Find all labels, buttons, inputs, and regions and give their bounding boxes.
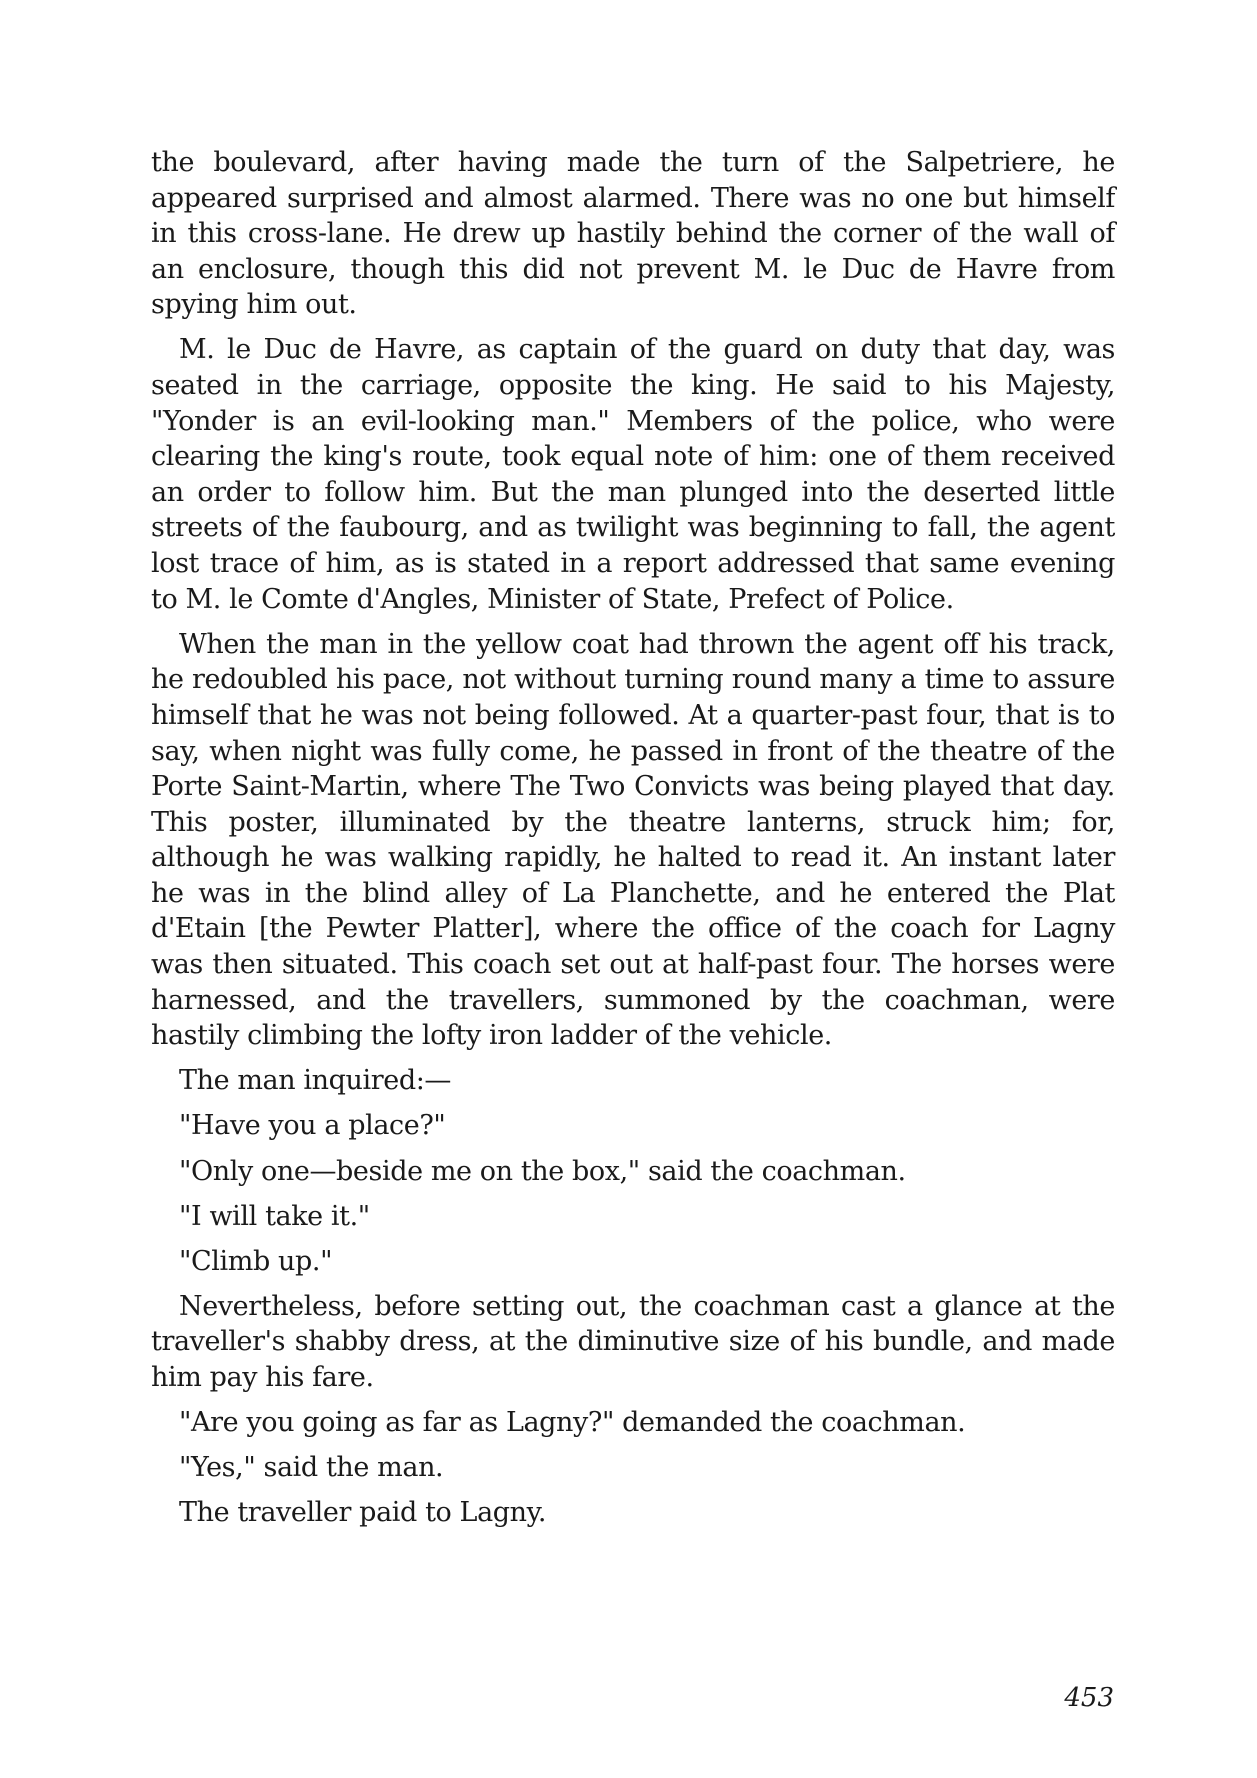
paragraph-1: the boulevard, after having made the turn of the Salpetriere, he appeared surprised and almost alarmed. There was no one but himself in this cross-lane. He drew up hastily behind the corner of the wall of an enclosure, though this did not prevent M. le Duc de Havre from spying him out.: [151, 147, 1115, 321]
paragraph-6: "Only one—beside me on the box," said the coachman.: [179, 1155, 906, 1187]
paragraph-2: M. le Duc de Havre, as captain of the guard on duty that day, was seated in the carriage, opposite the king. He said to his Majesty, "Yonder is an evil-looking man." Members of the police, who were clearing the king's route, took equal note of him: one of them received an order to follow him. But the man plunged into the deserted little streets of the faubourg, and as twilight was beginning to fall, the agent lost trace of him, as is stated in a report addressed that same evening to M. le Comte d'Angles, Minister of State, Prefect of Police.: [151, 334, 1115, 615]
paragraph-10: "Are you going as far as Lagny?" demanded the coachman.: [179, 1407, 966, 1439]
paragraph-4: The man inquired:—: [179, 1065, 452, 1097]
paragraph-12: The traveller paid to Lagny.: [179, 1497, 547, 1529]
paragraph-11: "Yes," said the man.: [179, 1452, 444, 1484]
paragraph-9: Nevertheless, before setting out, the coachman cast a glance at the traveller's shabby dress, at the diminutive size of his bundle, and made him pay his fare.: [151, 1290, 1115, 1393]
paragraph-8: "Climb up.": [179, 1245, 333, 1277]
paragraph-3: When the man in the yellow coat had thrown the agent off his track, he redoubled his pace, not without turning round many a time to assure himself that he was not being followed. At a quarter-past four, that is to say, when night was fully come, he passed in front of the theatre of the Porte Saint-Martin, where The Two Convicts was being played that day. This poster, illuminated by the theatre lanterns, struck him; for, although he was walking rapidly, he halted to read it. An instant later he was in the blind alley of La Planchette, and he entered the Plat d'Etain [the Pewter Platter], where the office of the coach for Lagny was then situated. This coach set out at half-past four. The horses were harnessed, and the travellers, summoned by the coachman, were hastily climbing the lofty iron ladder of the vehicle.: [151, 628, 1115, 1052]
paragraph-7: "I will take it.": [179, 1200, 370, 1232]
page-number: 453: [1064, 1683, 1114, 1713]
paragraph-5: "Have you a place?": [179, 1110, 446, 1142]
page-body: [151, 145, 1115, 1540]
